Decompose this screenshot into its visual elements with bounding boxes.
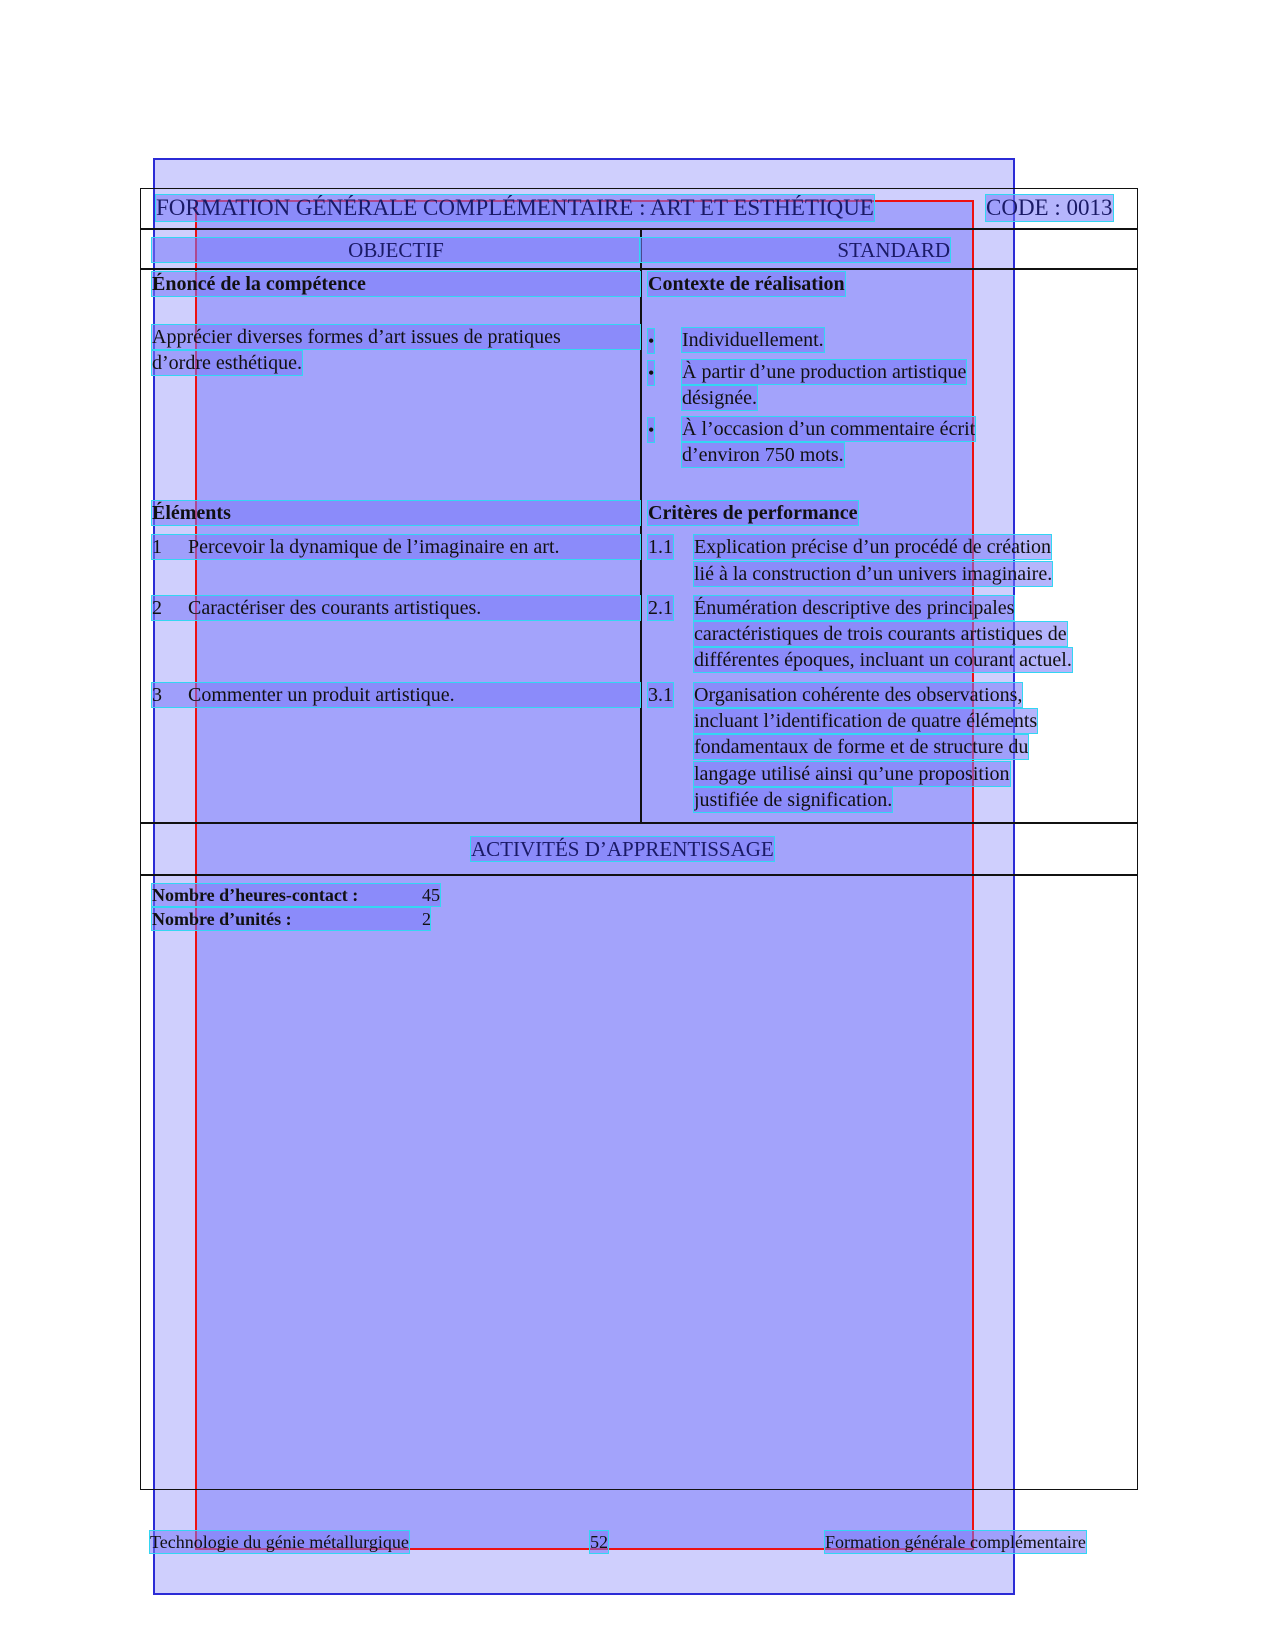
activities-title: ACTIVITÉS D’APPRENTISSAGE <box>471 837 774 861</box>
element-number: 2 <box>152 597 162 619</box>
criterion-line: Énumération descriptive des principales <box>694 597 1015 619</box>
divider-columns <box>140 268 1138 270</box>
course-title: FORMATION GÉNÉRALE COMPLÉMENTAIRE : ART ET ESTHÉTIQUE <box>156 195 874 220</box>
criterion-number: 2.1 <box>648 597 673 619</box>
element-text: Caractériser des courants artistiques. <box>188 597 482 619</box>
criterion-line: lié à la construction d’un univers imaginaire. <box>694 563 1053 585</box>
hours-contact-value: 45 <box>422 885 440 905</box>
criterion-line: fondamentaux de forme et de structure du <box>694 736 1029 758</box>
units-value: 2 <box>422 909 431 929</box>
criteria-heading: Critères de performance <box>648 502 858 524</box>
column-header-objectif: OBJECTIF <box>152 238 640 262</box>
footer-page-number: 52 <box>590 1532 608 1552</box>
criterion-line: différentes époques, incluant un courant actuel. <box>694 649 1072 671</box>
hours-contact-row <box>152 884 440 906</box>
context-item: À partir d’une production artistique <box>682 361 967 383</box>
element-number: 3 <box>152 684 162 706</box>
course-code: CODE : 0013 <box>986 195 1113 220</box>
element-number: 1 <box>152 536 162 558</box>
element-row <box>152 596 640 620</box>
divider-activities-bottom <box>140 874 1138 876</box>
criterion-line: Organisation cohérente des observations, <box>694 684 1023 706</box>
bullet-icon: • <box>648 363 655 383</box>
units-label: Nombre d’unités : <box>152 909 292 929</box>
divider-activities-top <box>140 822 1138 824</box>
context-item: À l’occasion d’un commentaire écrit <box>682 418 976 440</box>
context-item: d’environ 750 mots. <box>682 444 844 466</box>
criterion-line: Explication précise d’un procédé de création <box>694 536 1052 558</box>
competence-line: d’ordre esthétique. <box>152 352 302 374</box>
divider-header <box>140 228 1138 230</box>
bullet-icon: • <box>648 420 655 440</box>
element-row <box>152 683 640 707</box>
context-heading: Contexte de réalisation <box>648 273 845 295</box>
element-text: Percevoir la dynamique de l’imaginaire en art. <box>188 536 560 558</box>
criterion-number: 1.1 <box>648 536 673 558</box>
hours-contact-label: Nombre d’heures-contact : <box>152 885 359 905</box>
element-text: Commenter un produit artistique. <box>188 684 455 706</box>
criterion-line: langage utilisé ainsi qu’une proposition <box>694 763 1010 785</box>
bullet-icon: • <box>648 331 655 351</box>
units-row <box>152 908 430 930</box>
footer-right: Formation générale complémentaire <box>825 1532 1086 1552</box>
element-row <box>152 535 640 559</box>
column-divider <box>640 228 642 823</box>
footer-left: Technologie du génie métallurgique <box>150 1532 409 1552</box>
criterion-line: justifiée de signification. <box>694 789 893 811</box>
criterion-number: 3.1 <box>648 684 673 706</box>
criterion-line: caractéristiques de trois courants artistiques de <box>694 623 1067 645</box>
elements-heading: Éléments <box>152 501 640 525</box>
competence-heading: Énoncé de la compétence <box>152 272 640 296</box>
criterion-line: incluant l’identification de quatre éléments <box>694 710 1038 732</box>
column-header-standard: STANDARD <box>640 238 950 262</box>
context-item: Individuellement. <box>682 329 824 351</box>
context-item: désignée. <box>682 387 757 409</box>
competence-line: Apprécier diverses formes d’art issues de pratiques <box>152 325 640 349</box>
